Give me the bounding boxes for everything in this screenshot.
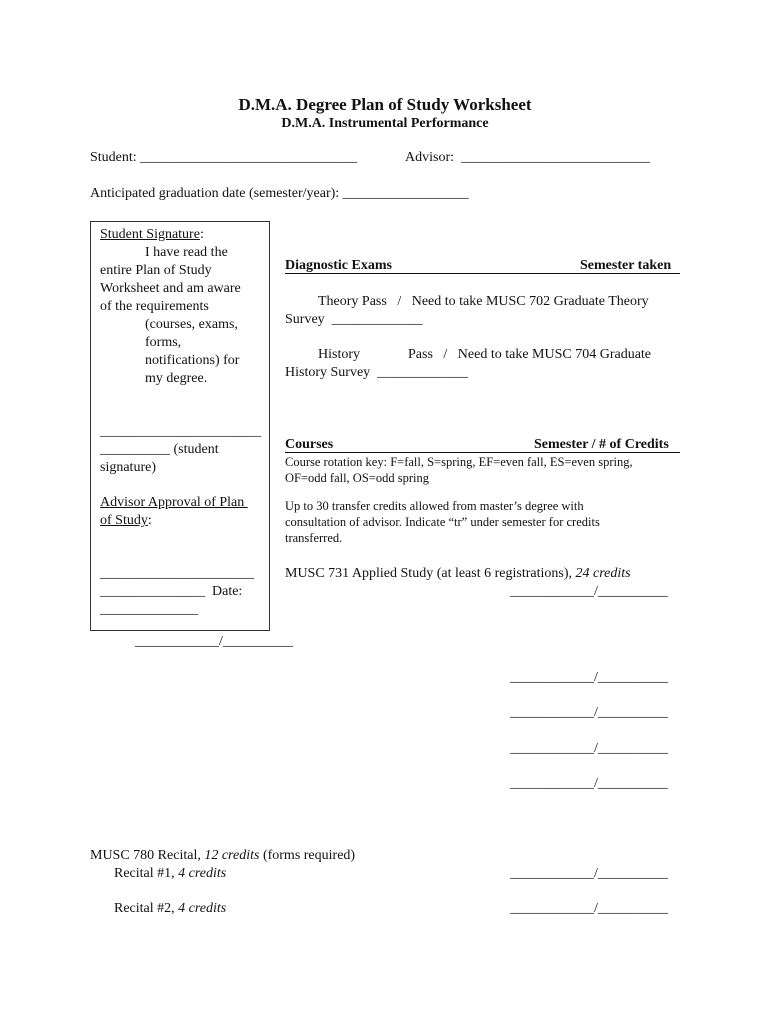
- musc731-label: [285, 566, 631, 582]
- colon: :: [199, 227, 204, 242]
- history-exam-line-1: Pass / Need to take MUSC 704 Graduate: [408, 347, 652, 362]
- graduation-field[interactable]: Anticipated graduation date (semester/year): __________________: [90, 186, 469, 201]
- rotation-key-line-2: OF=odd fall, OS=odd spring: [285, 471, 429, 485]
- diagnostic-exams-heading: Diagnostic Exams: [285, 258, 392, 273]
- musc731-blank-2[interactable]: ____________/__________: [135, 634, 293, 649]
- statement-line-3: Worksheet and am aware: [100, 281, 241, 296]
- courses-heading: Courses: [285, 437, 334, 452]
- statement-line-8: my degree.: [145, 371, 208, 386]
- advisor-signature-line-3[interactable]: ______________: [100, 602, 198, 617]
- musc731-credits: 24 credits: [575, 566, 631, 581]
- musc731-blank-6[interactable]: ____________/__________: [510, 776, 668, 791]
- semester-taken-heading: Semester taken: [580, 258, 672, 273]
- page-title: D.M.A. Degree Plan of Study Worksheet: [238, 95, 532, 114]
- theory-exam-line-2[interactable]: Survey _____________: [285, 312, 423, 327]
- statement-line-7: notifications) for: [145, 353, 240, 368]
- student-signature-line-2[interactable]: __________ (student: [100, 442, 219, 457]
- transfer-note-line-2: consultation of advisor. Indicate “tr” under semester for credits: [285, 515, 600, 529]
- semester-credits-heading: Semester / # of Credits: [534, 437, 669, 452]
- musc780-text: MUSC 780 Recital,: [90, 848, 205, 863]
- musc731-blank-1[interactable]: ____________/__________: [510, 584, 668, 599]
- musc780-label: [90, 848, 355, 864]
- musc731-blank-4[interactable]: ____________/__________: [510, 705, 668, 720]
- history-exam-label: History: [318, 347, 360, 362]
- transfer-note-line-1: Up to 30 transfer credits allowed from master’s degree with: [285, 499, 584, 513]
- student-signature-heading: [100, 227, 204, 243]
- recital2-credits: 4 credits: [178, 901, 227, 916]
- musc731-text: MUSC 731 Applied Study (at least 6 registrations),: [285, 566, 576, 581]
- courses-heading-rule: [285, 452, 680, 453]
- recital2-blank[interactable]: ____________/__________: [510, 901, 668, 916]
- student-signature-line-1[interactable]: _______________________: [100, 424, 261, 439]
- advisor-field[interactable]: Advisor: ___________________________: [405, 150, 650, 165]
- recital2-label: [114, 901, 226, 917]
- page-subtitle: D.M.A. Instrumental Performance: [281, 116, 489, 131]
- statement-line-2: entire Plan of Study: [100, 263, 212, 278]
- recital1-text: Recital #1,: [114, 866, 179, 881]
- statement-line-1: I have read the: [145, 245, 228, 260]
- statement-line-4: of the requirements: [100, 299, 209, 314]
- recital2-text: Recital #2,: [114, 901, 179, 916]
- theory-exam-line-1: Theory Pass / Need to take MUSC 702 Graduate Theory: [318, 294, 649, 309]
- statement-line-6: forms,: [145, 335, 182, 350]
- student-signature-line-3: signature): [100, 460, 156, 475]
- musc780-tail: (forms required): [259, 848, 356, 863]
- advisor-approval-label-2: of Study: [100, 513, 148, 528]
- musc780-credits: 12 credits: [204, 848, 260, 863]
- student-field[interactable]: Student: _______________________________: [90, 150, 358, 165]
- transfer-note-line-3: transferred.: [285, 531, 343, 545]
- diagnostic-heading-rule: [285, 273, 680, 274]
- advisor-approval-heading: [100, 513, 152, 529]
- rotation-key-line-1: Course rotation key: F=fall, S=spring, EF=even fall, ES=even spring,: [285, 455, 633, 469]
- advisor-date-line[interactable]: _______________ Date:: [100, 584, 243, 599]
- musc731-blank-3[interactable]: ____________/__________: [510, 670, 668, 685]
- recital1-credits: 4 credits: [178, 866, 227, 881]
- recital1-blank[interactable]: ____________/__________: [510, 866, 668, 881]
- colon: :: [147, 513, 152, 528]
- history-exam-line-2[interactable]: History Survey _____________: [285, 365, 469, 380]
- advisor-approval-label-1: Advisor Approval of Plan: [100, 495, 248, 510]
- recital1-label: [114, 866, 226, 882]
- advisor-signature-line-1[interactable]: ______________________: [100, 566, 254, 581]
- student-signature-label: Student Signature: [100, 227, 200, 242]
- statement-line-5: (courses, exams,: [145, 317, 238, 332]
- musc731-blank-5[interactable]: ____________/__________: [510, 741, 668, 756]
